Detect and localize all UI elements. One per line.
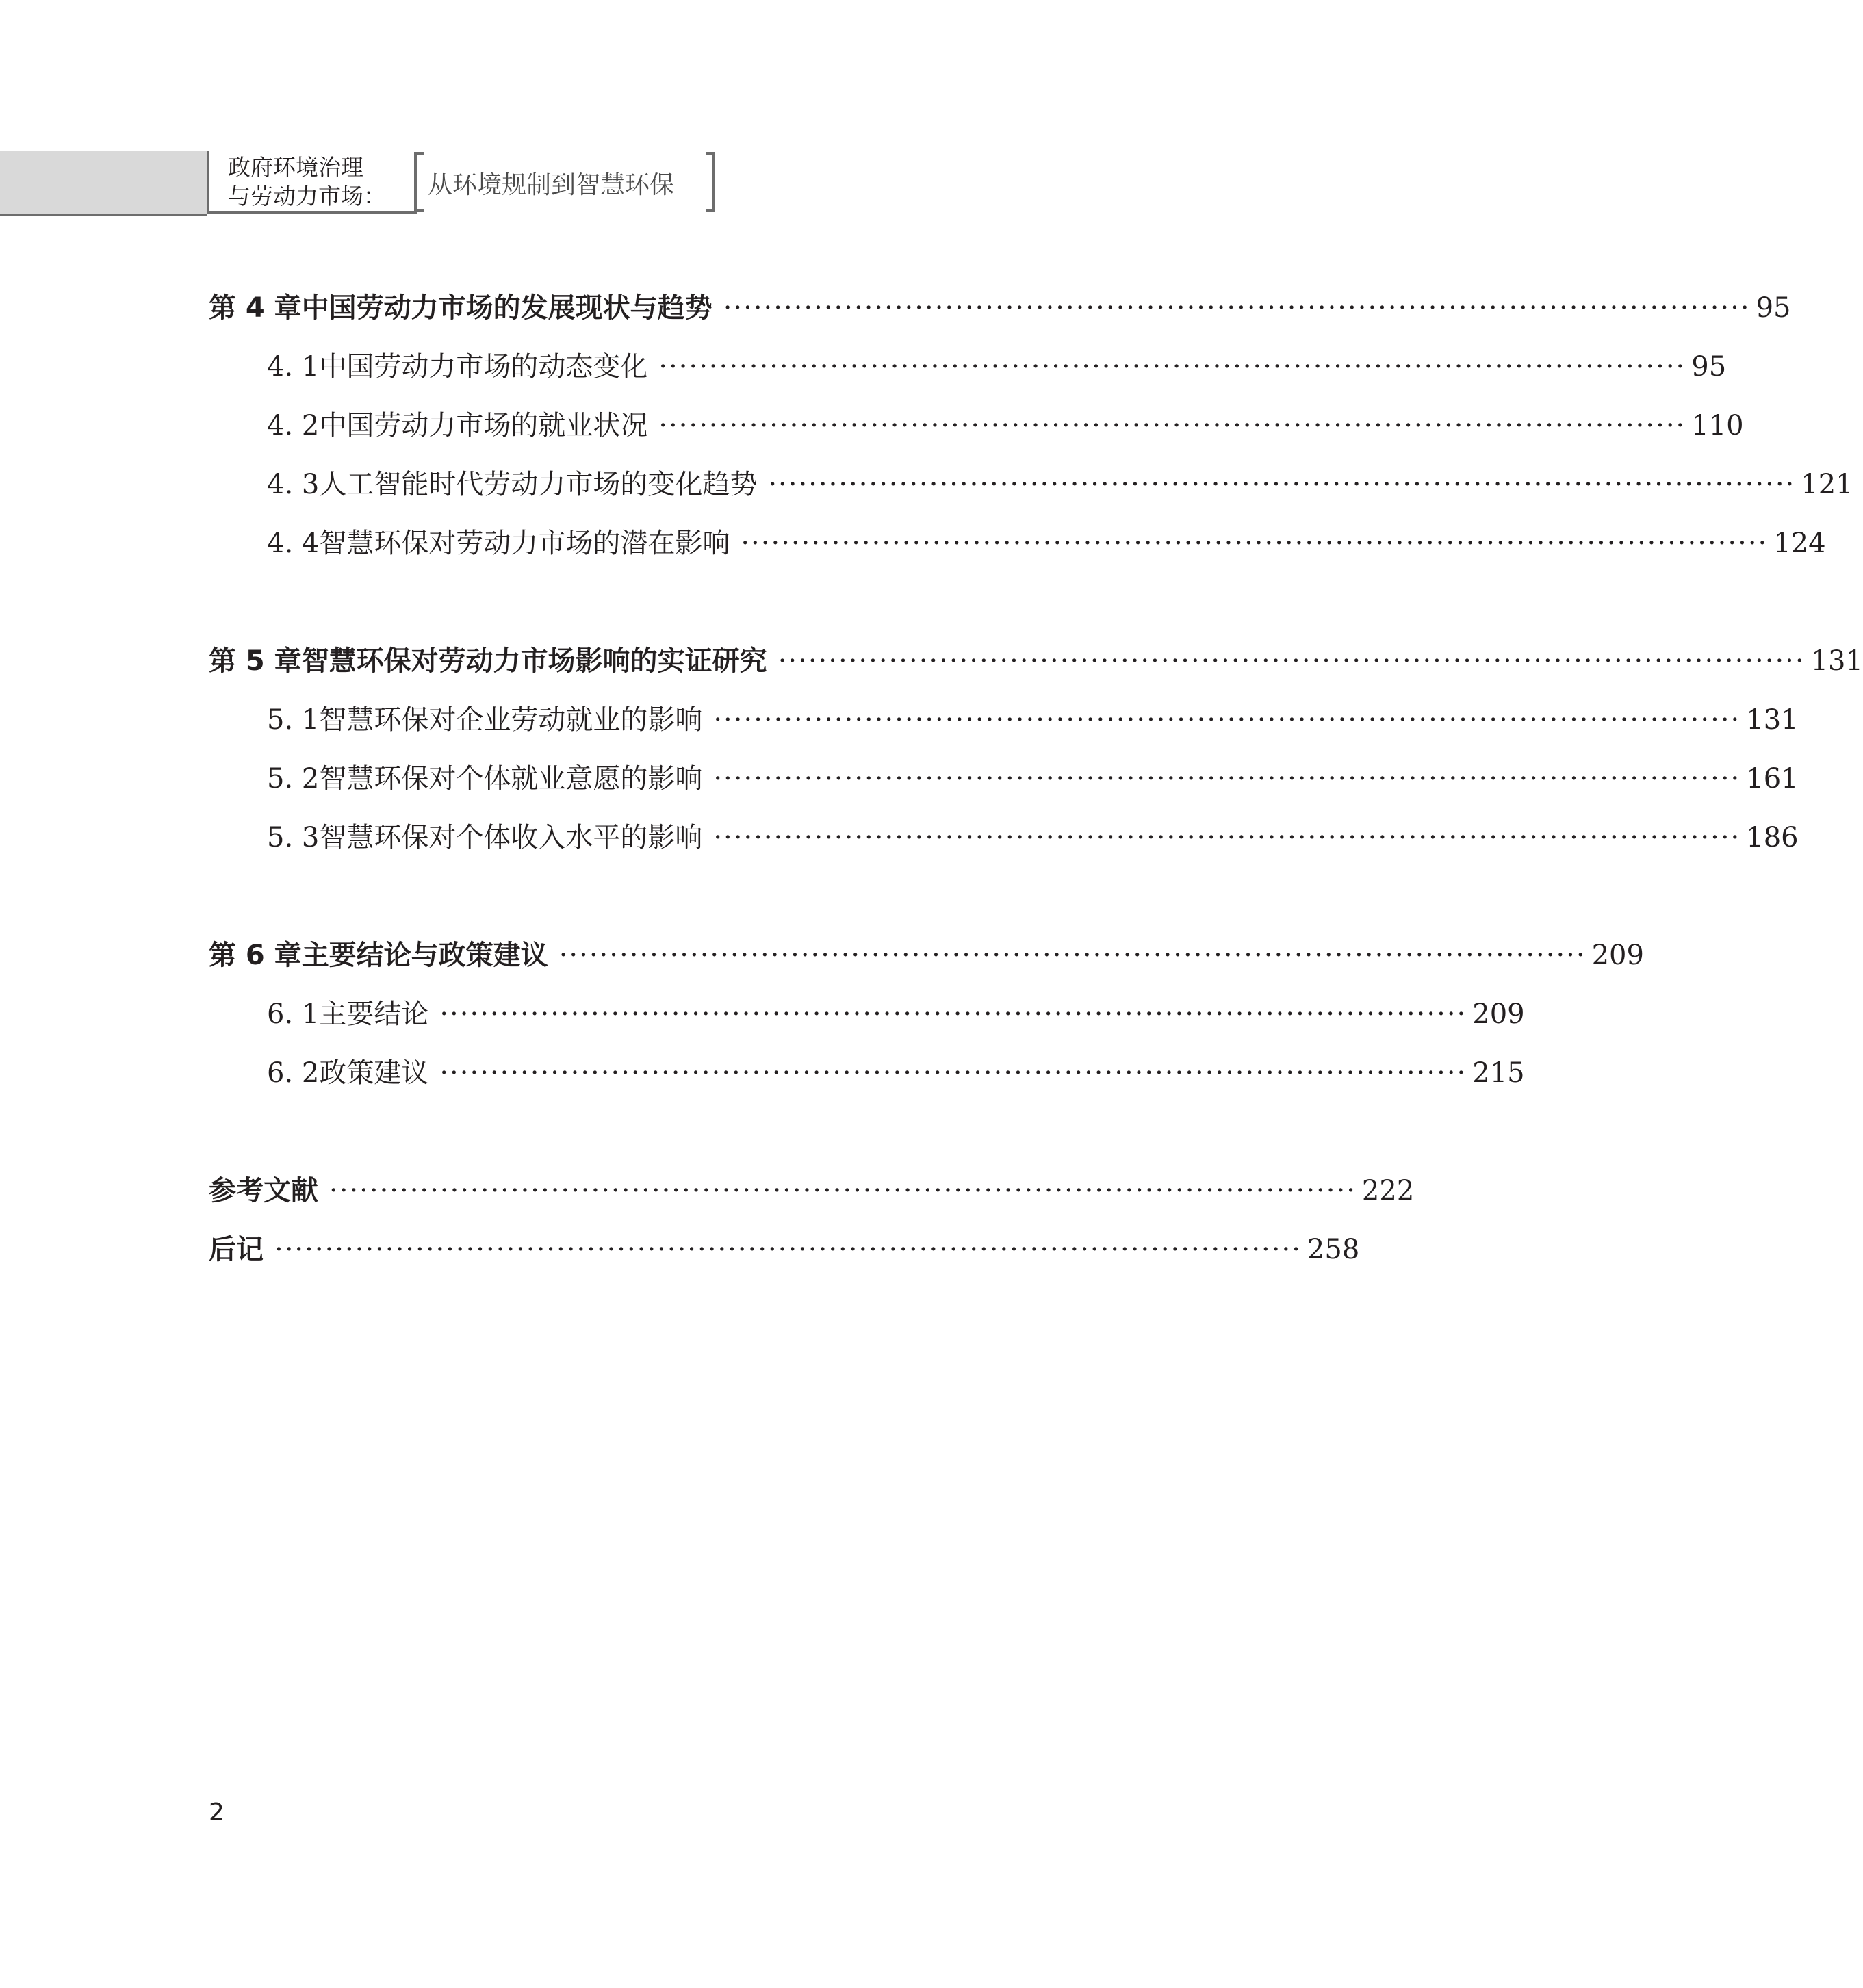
toc-section-4-4[interactable] [209,521,1826,580]
toc-references[interactable] [209,1169,1415,1228]
chapter-title: 主要结论与政策建议 [301,940,548,971]
section-title: 主要结论 [319,998,429,1030]
chapter-number: 第 5 章 [209,645,302,677]
toc-section-4-3[interactable] [209,463,1853,521]
dot-leader: ······································································································ [658,351,1686,383]
section-title: 智慧环保对劳动力市场的潜在影响 [319,528,730,559]
section-number: 6. 2 [267,1057,320,1089]
toc-section-4-2[interactable] [209,404,1744,463]
header-title-box [207,151,417,214]
dot-leader: ······································································································ [274,1234,1302,1265]
dot-leader: ······································································································ [741,528,1769,559]
header-title-line1: 政府环境治理 [228,154,363,181]
toc-chapter-6[interactable] [209,933,1644,992]
section-title: 人工智能时代劳动力市场的变化趋势 [319,469,758,500]
toc-section-5-1[interactable] [209,698,1799,757]
page-ref: 209 [1591,940,1644,971]
page-number: 2 [209,1798,224,1826]
dot-leader: ······································································································ [713,763,1741,795]
dot-leader: ······································································································ [768,469,1796,500]
toc-section-5-3[interactable] [209,816,1799,875]
section-title: 智慧环保对个体就业意愿的影响 [319,763,703,795]
header-subtitle: 从环境规制到智慧环保 [428,171,675,199]
page-ref: 222 [1361,1175,1415,1206]
page-ref: 209 [1472,998,1525,1030]
dot-leader: ······································································································ [723,292,1751,324]
toc-section-6-1[interactable] [209,992,1525,1051]
toc-afterword[interactable] [209,1228,1360,1287]
page-ref: 110 [1691,410,1744,441]
spacer [209,875,1164,933]
toc-section-6-2[interactable] [209,1051,1525,1110]
dot-leader: ······································································································ [439,998,1467,1030]
table-of-contents [209,286,1863,1287]
toc-section-5-2[interactable] [209,757,1799,816]
dot-leader: ······································································································ [713,822,1741,853]
chapter-title: 中国劳动力市场的发展现状与趋势 [301,292,712,324]
page-ref: 186 [1746,822,1799,853]
dot-leader: ······································································································ [778,645,1806,677]
page-ref: 215 [1472,1057,1525,1089]
section-number: 6. 1 [267,998,320,1030]
section-number: 4. 4 [267,528,320,559]
spacer [209,580,1164,639]
section-number: 4. 2 [267,410,320,441]
page-ref: 121 [1801,469,1853,500]
page-ref: 131 [1810,645,1863,677]
page-ref: 258 [1307,1234,1360,1265]
section-title: 智慧环保对个体收入水平的影响 [319,822,703,853]
dot-leader: ······································································································ [658,410,1686,441]
page-ref: 95 [1756,292,1791,324]
header-subtitle-bracket [414,152,715,215]
spacer [209,1110,1164,1169]
page-ref: 161 [1746,763,1799,795]
header-title-line2: 与劳动力市场： [228,183,386,209]
dot-leader: ······································································································ [439,1057,1467,1089]
dot-leader: ······································································································ [558,940,1586,971]
toc-chapter-4[interactable] [209,286,1791,345]
header-gray-bar [0,151,207,216]
left-bracket-icon [414,152,424,212]
toc-section-4-1[interactable] [209,345,1727,404]
chapter-title: 智慧环保对劳动力市场影响的实证研究 [301,645,767,677]
section-number: 5. 2 [267,763,320,795]
page-ref: 124 [1773,528,1826,559]
references-title: 参考文献 [209,1175,318,1206]
dot-leader: ······································································································ [329,1175,1357,1206]
chapter-number: 第 6 章 [209,940,302,971]
page-ref: 131 [1746,704,1799,736]
section-title: 中国劳动力市场的就业状况 [319,410,648,441]
page-ref: 95 [1691,351,1727,383]
chapter-number: 第 4 章 [209,292,302,324]
right-bracket-icon [706,152,715,212]
section-number: 5. 3 [267,822,320,853]
section-title: 中国劳动力市场的动态变化 [319,351,648,383]
afterword-title: 后记 [209,1234,264,1265]
dot-leader: ······································································································ [713,704,1741,736]
section-title: 政策建议 [319,1057,429,1089]
section-title: 智慧环保对企业劳动就业的影响 [319,704,703,736]
section-number: 4. 3 [267,469,320,500]
toc-chapter-5[interactable] [209,639,1863,698]
section-number: 4. 1 [267,351,320,383]
section-number: 5. 1 [267,704,320,736]
